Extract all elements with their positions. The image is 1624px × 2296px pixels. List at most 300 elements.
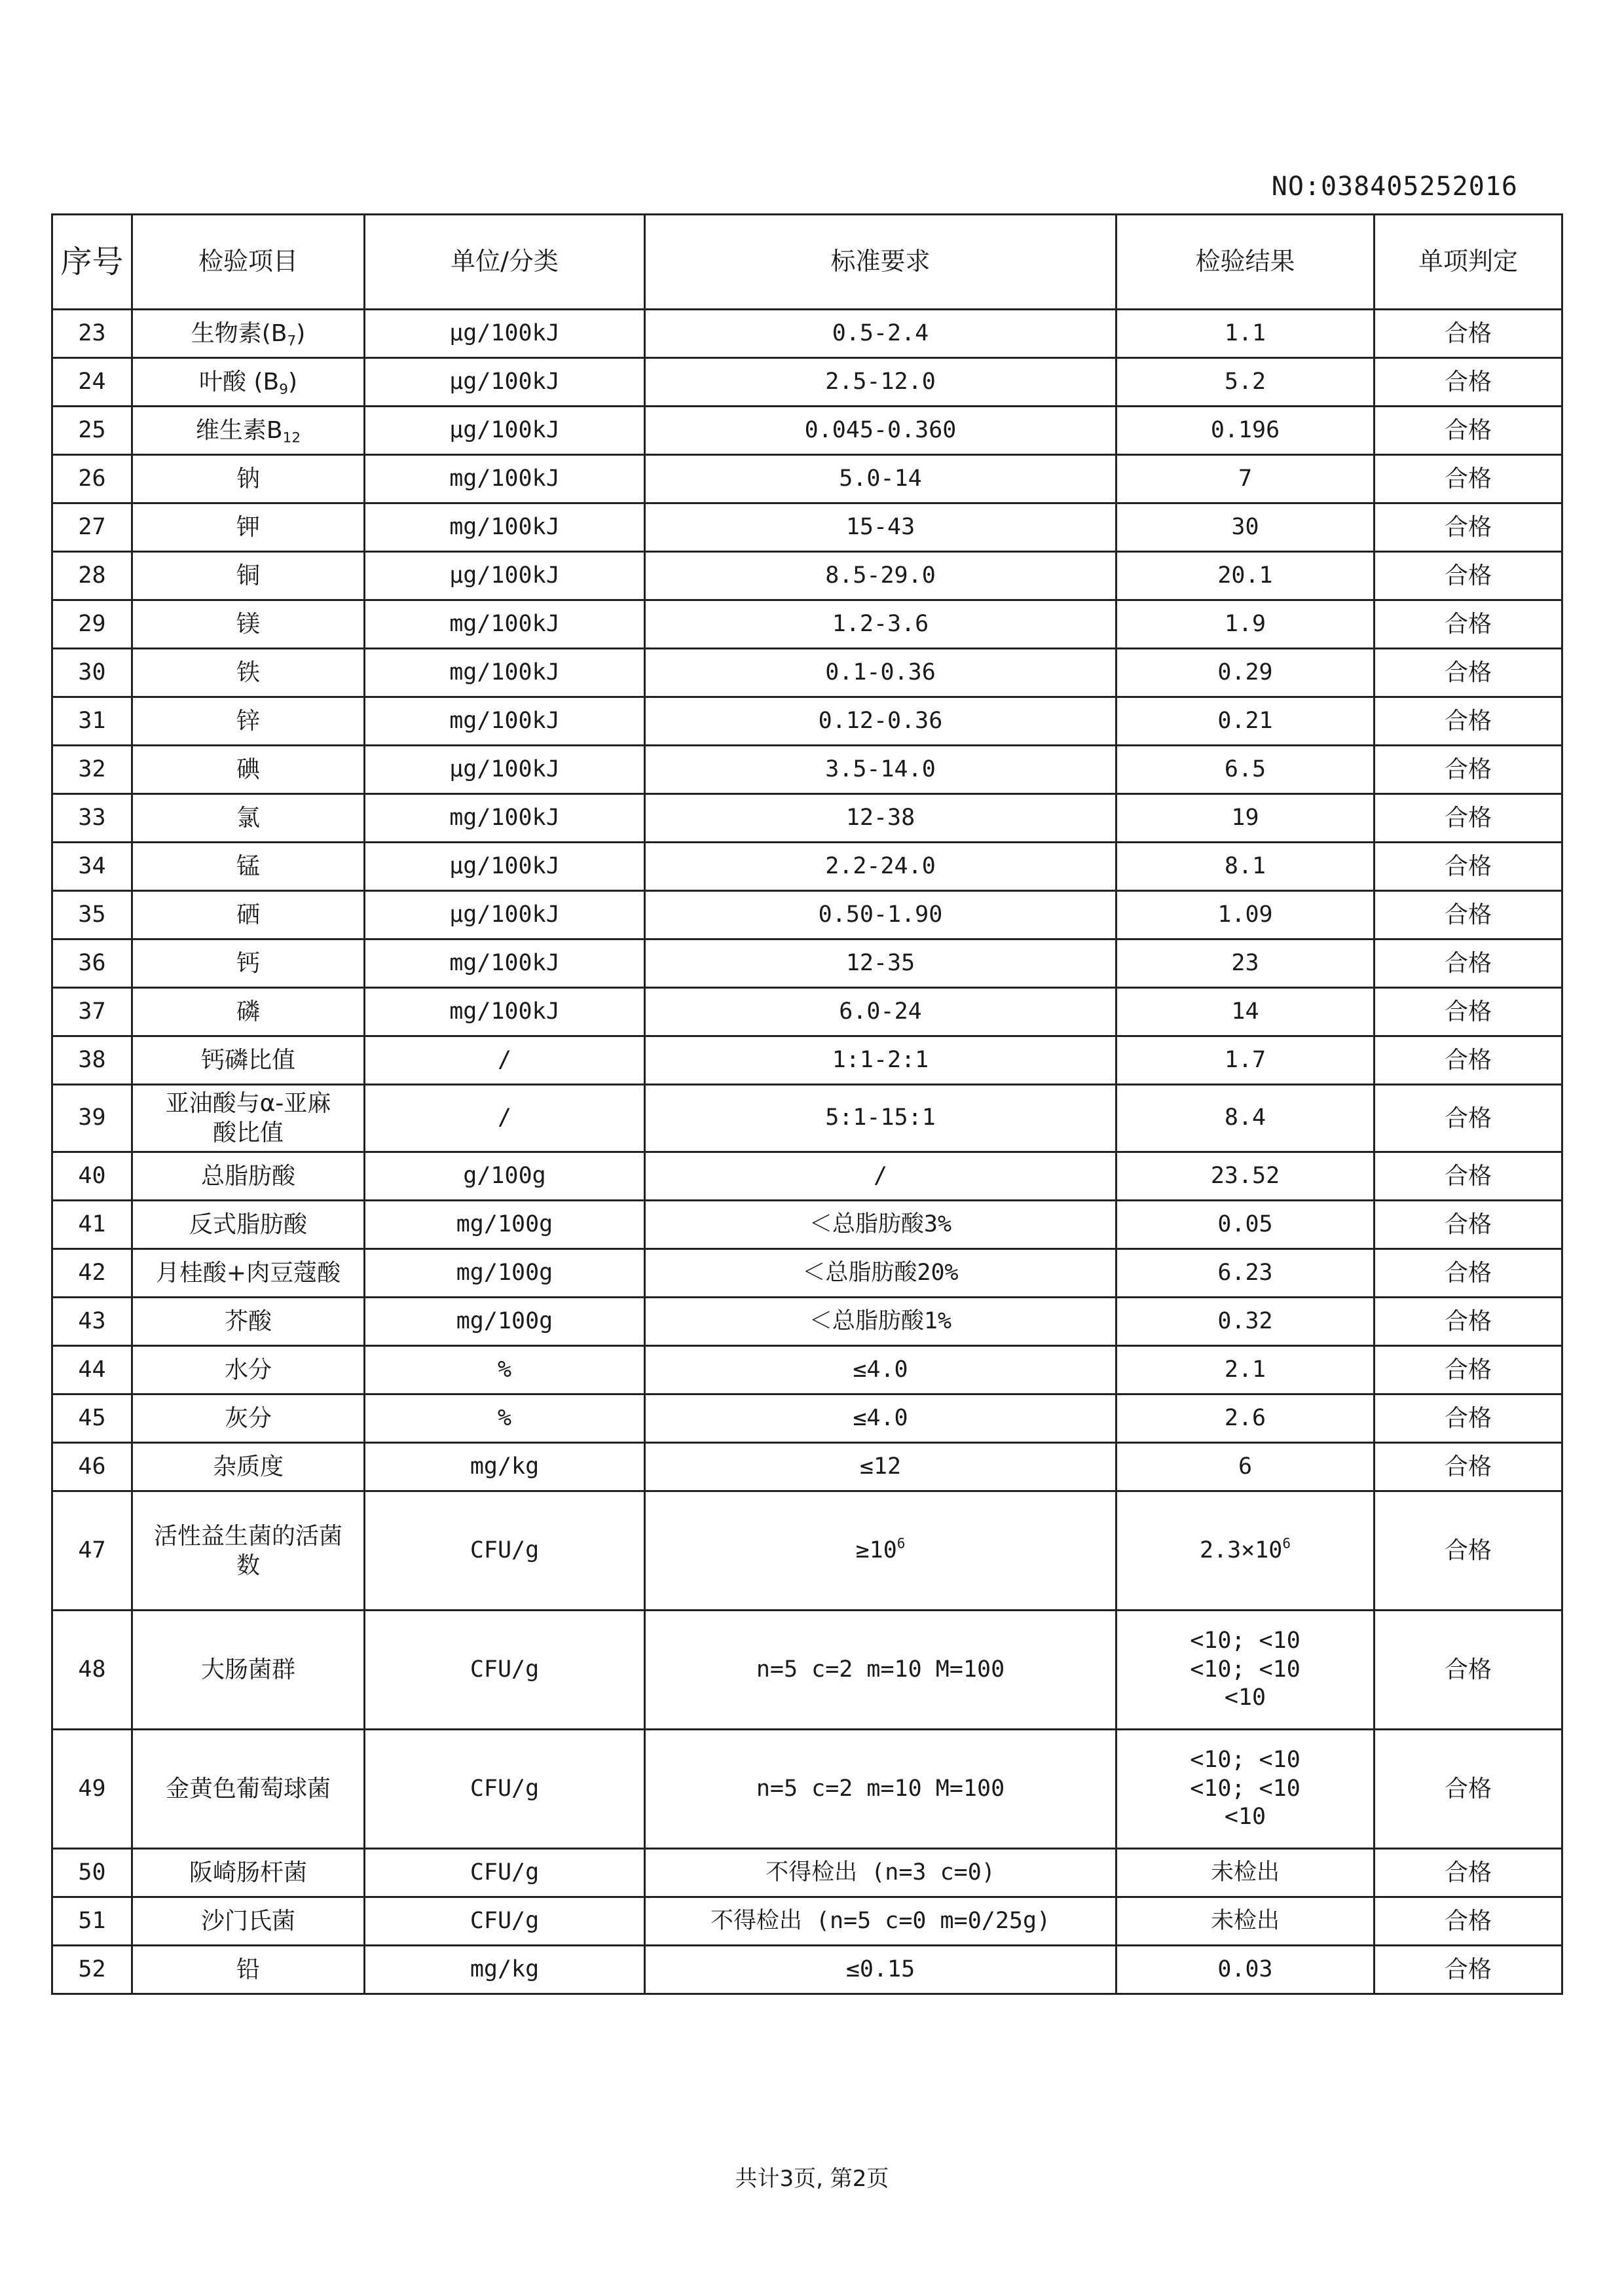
row-result-text: 8.4 [1224, 1104, 1266, 1131]
row-seq [52, 310, 132, 358]
row-result [1116, 1946, 1375, 1994]
row-standard-text: ≥10 [855, 1537, 897, 1563]
row-seq-text: 47 [78, 1537, 106, 1563]
row-unit-text: / [497, 1046, 512, 1073]
row-result-text: 0.32 [1217, 1307, 1273, 1334]
row-standard-text: 0.1-0.36 [825, 659, 936, 685]
row-standard-text: / [873, 1162, 888, 1189]
row-item [132, 746, 365, 794]
row-result [1116, 1298, 1375, 1346]
row-result-text: 0.21 [1217, 707, 1273, 734]
row-seq-text: 52 [78, 1956, 106, 1982]
row-seq-text: 25 [78, 416, 106, 443]
table-row [52, 600, 1562, 649]
row-standard [645, 1730, 1116, 1849]
row-seq-text: 36 [78, 949, 106, 976]
row-unit [365, 1491, 645, 1611]
row-unit [365, 746, 645, 794]
table-row [52, 552, 1562, 600]
row-seq [52, 1897, 132, 1946]
row-standard-text: 2.2-24.0 [825, 852, 936, 879]
row-seq-text: 28 [78, 562, 106, 589]
row-standard [645, 1443, 1116, 1491]
table-row [52, 843, 1562, 891]
row-result [1116, 1085, 1375, 1152]
row-result-text: 23.52 [1210, 1162, 1280, 1189]
row-verdict [1375, 1946, 1562, 1994]
row-item [132, 843, 365, 891]
row-seq [52, 891, 132, 939]
row-item [132, 1491, 365, 1611]
row-unit [365, 1394, 645, 1443]
row-item-text: 反式脂肪酸 [189, 1211, 307, 1238]
row-unit [365, 1946, 645, 1994]
row-standard-text: 0.5-2.4 [832, 319, 929, 346]
row-result [1116, 649, 1375, 697]
row-item-text: 锌 [236, 708, 260, 735]
row-seq-text: 49 [78, 1775, 106, 1802]
row-standard [645, 1849, 1116, 1897]
row-seq-text: 26 [78, 465, 106, 492]
row-unit [365, 697, 645, 746]
row-result [1116, 843, 1375, 891]
row-result-text: 1.1 [1224, 319, 1266, 346]
row-standard-text: 0.50-1.90 [818, 901, 943, 928]
row-result [1116, 697, 1375, 746]
row-result [1116, 939, 1375, 988]
row-unit-text: μg/100kJ [449, 852, 560, 879]
row-unit-text: mg/100g [456, 1259, 553, 1286]
row-item [132, 1443, 365, 1491]
row-result [1116, 794, 1375, 843]
row-result [1116, 891, 1375, 939]
row-seq-text: 34 [78, 852, 106, 879]
row-result-text: 2.6 [1224, 1404, 1266, 1431]
row-item-tail: ) [296, 320, 306, 347]
row-result-text: 0.05 [1217, 1211, 1273, 1237]
row-unit-text: mg/kg [470, 1453, 540, 1480]
row-item-text: 铅 [236, 1956, 260, 1983]
row-verdict [1375, 1152, 1562, 1201]
row-seq [52, 1298, 132, 1346]
row-item-text: 钾 [236, 514, 260, 541]
row-item [132, 310, 365, 358]
row-standard [645, 503, 1116, 552]
row-seq-text: 42 [78, 1259, 106, 1286]
row-unit-text: % [497, 1404, 512, 1431]
row-seq-text: 23 [78, 319, 106, 346]
row-unit-text: CFU/g [470, 1656, 540, 1683]
row-result-text: 0.29 [1217, 659, 1273, 685]
row-item-text: 硒 [236, 902, 260, 928]
row-item-subscript: 12 [282, 429, 301, 446]
table-row [52, 1346, 1562, 1394]
row-result [1116, 1443, 1375, 1491]
row-item [132, 1298, 365, 1346]
row-unit [365, 1085, 645, 1152]
row-unit-text: mg/100kJ [449, 998, 560, 1025]
row-unit [365, 988, 645, 1036]
row-standard [645, 891, 1116, 939]
row-standard [645, 794, 1116, 843]
row-unit [365, 1249, 645, 1298]
row-result-text: 19 [1231, 804, 1259, 831]
table-body [52, 310, 1562, 1994]
row-unit [365, 843, 645, 891]
row-standard-text: 不得检出 (n=5 c=0 m=0/25g) [710, 1907, 1051, 1934]
row-result-text: 2.3×10 [1199, 1537, 1283, 1563]
row-item-text: 铁 [236, 659, 260, 686]
table-row [52, 1249, 1562, 1298]
row-seq-text: 31 [78, 707, 106, 734]
row-item-text: 月桂酸+肉豆蔻酸 [155, 1260, 341, 1286]
row-verdict-text: 合格 [1444, 1453, 1492, 1480]
row-result [1116, 1849, 1375, 1897]
row-standard [645, 600, 1116, 649]
row-item-text: 金黄色葡萄球菌 [165, 1776, 331, 1802]
row-item [132, 988, 365, 1036]
row-verdict [1375, 939, 1562, 988]
row-verdict [1375, 358, 1562, 407]
row-verdict-text: 合格 [1444, 998, 1492, 1025]
row-seq [52, 407, 132, 455]
row-standard [645, 1346, 1116, 1394]
row-unit [365, 1201, 645, 1249]
row-item [132, 939, 365, 988]
row-item [132, 1730, 365, 1849]
row-seq [52, 746, 132, 794]
row-seq [52, 1946, 132, 1994]
header-item: 检验项目 [132, 215, 365, 310]
row-item [132, 1036, 365, 1085]
row-item [132, 1152, 365, 1201]
row-unit-text: g/100g [463, 1162, 546, 1189]
row-item [132, 697, 365, 746]
table-row [52, 891, 1562, 939]
row-verdict [1375, 746, 1562, 794]
row-verdict-text: 合格 [1444, 369, 1492, 395]
row-item [132, 1346, 365, 1394]
row-seq-text: 51 [78, 1907, 106, 1934]
row-item [132, 649, 365, 697]
row-verdict-text: 合格 [1444, 902, 1492, 928]
row-result-text: 0.196 [1210, 416, 1280, 443]
row-unit [365, 503, 645, 552]
row-seq-text: 38 [78, 1046, 106, 1073]
row-unit-text: μg/100kJ [449, 901, 560, 928]
row-result-text: 1.09 [1217, 901, 1273, 928]
row-verdict-text: 合格 [1444, 465, 1492, 492]
row-verdict [1375, 1346, 1562, 1394]
row-verdict-text: 合格 [1444, 1405, 1492, 1432]
row-result-text: 0.03 [1217, 1956, 1273, 1982]
row-result-text: 30 [1231, 513, 1259, 540]
row-verdict [1375, 455, 1562, 503]
row-standard-text: ＜总脂肪酸1% [809, 1307, 952, 1334]
row-seq [52, 1346, 132, 1394]
row-seq [52, 1849, 132, 1897]
row-standard [645, 746, 1116, 794]
row-unit [365, 1443, 645, 1491]
row-item-text: 杂质度 [212, 1453, 284, 1480]
row-seq-text: 24 [78, 368, 106, 395]
row-result-text: 14 [1231, 998, 1259, 1025]
row-unit-text: mg/100kJ [449, 707, 560, 734]
row-verdict [1375, 1491, 1562, 1611]
row-seq-text: 32 [78, 756, 106, 782]
row-verdict [1375, 697, 1562, 746]
row-unit [365, 649, 645, 697]
row-seq-text: 33 [78, 804, 106, 831]
row-seq [52, 1394, 132, 1443]
row-verdict [1375, 552, 1562, 600]
row-item [132, 407, 365, 455]
table-row [52, 310, 1562, 358]
row-unit-text: μg/100kJ [449, 756, 560, 782]
row-verdict-text: 合格 [1444, 659, 1492, 686]
row-standard [645, 552, 1116, 600]
table-row [52, 649, 1562, 697]
row-unit-text: μg/100kJ [449, 562, 560, 589]
table-row [52, 1298, 1562, 1346]
row-verdict-text: 合格 [1444, 1537, 1492, 1564]
row-item [132, 600, 365, 649]
row-item-text: 锰 [236, 853, 260, 880]
row-verdict-text: 合格 [1444, 805, 1492, 831]
row-unit-text: μg/100kJ [449, 319, 560, 346]
row-seq [52, 988, 132, 1036]
row-unit [365, 1298, 645, 1346]
row-item [132, 503, 365, 552]
table-row [52, 1730, 1562, 1849]
row-seq [52, 552, 132, 600]
row-standard [645, 1611, 1116, 1730]
row-result-text: 1.9 [1224, 610, 1266, 637]
header-standard: 标准要求 [645, 215, 1116, 310]
row-standard [645, 988, 1116, 1036]
row-standard [645, 407, 1116, 455]
row-unit [365, 1897, 645, 1946]
row-seq [52, 1443, 132, 1491]
row-item-text: 灰分 [224, 1405, 272, 1432]
row-seq [52, 794, 132, 843]
row-standard [645, 1249, 1116, 1298]
row-seq [52, 1730, 132, 1849]
row-item [132, 1849, 365, 1897]
row-result [1116, 1897, 1375, 1946]
row-unit-text: CFU/g [470, 1775, 540, 1802]
row-verdict [1375, 1730, 1562, 1849]
row-seq [52, 697, 132, 746]
table-row [52, 1394, 1562, 1443]
row-result-text: 未检出 [1210, 1859, 1280, 1886]
row-standard-text: ＜总脂肪酸20% [802, 1259, 959, 1286]
row-standard-text: 0.045-0.360 [804, 416, 957, 443]
row-verdict-text: 合格 [1444, 1163, 1492, 1190]
row-unit-text: mg/100kJ [449, 804, 560, 831]
row-seq [52, 600, 132, 649]
row-unit-text: CFU/g [470, 1859, 540, 1886]
row-standard-text: 5:1-15:1 [825, 1104, 936, 1131]
row-verdict-text: 合格 [1444, 562, 1492, 589]
row-verdict-text: 合格 [1444, 853, 1492, 880]
row-result-text: 23 [1231, 949, 1259, 976]
row-item [132, 794, 365, 843]
row-standard [645, 1946, 1116, 1994]
row-seq [52, 1036, 132, 1085]
row-verdict-text: 合格 [1444, 708, 1492, 735]
row-standard-text: 12-35 [845, 949, 915, 976]
row-standard [645, 1394, 1116, 1443]
row-standard-text: 5.0-14 [839, 465, 922, 492]
row-result [1116, 358, 1375, 407]
row-verdict [1375, 1036, 1562, 1085]
table-row [52, 1611, 1562, 1730]
row-unit-text: mg/100kJ [449, 949, 560, 976]
table-row [52, 503, 1562, 552]
row-seq-text: 29 [78, 610, 106, 637]
table-row [52, 455, 1562, 503]
row-result [1116, 1491, 1375, 1611]
table-row [52, 1897, 1562, 1946]
row-standard-text: 0.12-0.36 [818, 707, 943, 734]
row-standard [645, 843, 1116, 891]
row-standard-text: ≤4.0 [853, 1404, 908, 1431]
row-standard-text: 1:1-2:1 [832, 1046, 929, 1073]
row-unit [365, 1611, 645, 1730]
row-item-text: 总脂肪酸 [200, 1163, 295, 1190]
row-unit-text: mg/100kJ [449, 610, 560, 637]
row-item-text: 钠 [236, 465, 260, 492]
row-standard [645, 939, 1116, 988]
row-item [132, 1249, 365, 1298]
table-row [52, 697, 1562, 746]
row-verdict-text: 合格 [1444, 514, 1492, 541]
row-unit [365, 358, 645, 407]
row-standard [645, 1085, 1116, 1152]
row-result-text: <10; <10 <10; <10 <10 [1190, 1627, 1301, 1711]
row-unit [365, 1730, 645, 1849]
row-result [1116, 1249, 1375, 1298]
row-result [1116, 1394, 1375, 1443]
row-item-subscript: 7 [287, 333, 297, 350]
row-item [132, 891, 365, 939]
row-item-text: 碘 [236, 756, 260, 783]
row-standard-text: ＜总脂肪酸3% [809, 1211, 952, 1237]
row-item-text: 镁 [236, 611, 260, 638]
row-item-text: 芥酸 [224, 1308, 272, 1335]
row-seq-text: 50 [78, 1859, 106, 1886]
row-unit [365, 407, 645, 455]
row-verdict [1375, 1394, 1562, 1443]
row-unit [365, 455, 645, 503]
row-item [132, 552, 365, 600]
row-item-subscript: 9 [279, 381, 288, 398]
row-seq-text: 46 [78, 1453, 106, 1480]
row-item [132, 1201, 365, 1249]
row-standard-text: ≤12 [859, 1453, 902, 1480]
row-standard [645, 1201, 1116, 1249]
table-header-row [52, 215, 1562, 310]
row-unit-text: mg/100kJ [449, 513, 560, 540]
row-unit [365, 310, 645, 358]
row-seq-text: 41 [78, 1211, 106, 1237]
row-unit-text: CFU/g [470, 1537, 540, 1563]
row-standard-text: 15-43 [845, 513, 915, 540]
row-result [1116, 503, 1375, 552]
row-item-text: 大肠菌群 [200, 1656, 295, 1683]
row-seq [52, 939, 132, 988]
row-verdict-text: 合格 [1444, 1260, 1492, 1286]
row-result [1116, 310, 1375, 358]
row-result-text: 7 [1238, 465, 1253, 492]
row-seq [52, 503, 132, 552]
table-row [52, 1201, 1562, 1249]
table-row [52, 794, 1562, 843]
table-row [52, 1849, 1562, 1897]
row-standard-exponent: 6 [896, 1535, 906, 1551]
row-unit-text: mg/kg [470, 1956, 540, 1982]
row-standard-text: n=5 c=2 m=10 M=100 [756, 1775, 1005, 1802]
row-unit [365, 891, 645, 939]
row-unit-text: % [497, 1356, 512, 1383]
table-row [52, 1491, 1562, 1611]
row-item-text: 阪崎肠杆菌 [189, 1859, 307, 1886]
row-item [132, 455, 365, 503]
row-standard [645, 649, 1116, 697]
row-verdict [1375, 1443, 1562, 1491]
row-verdict [1375, 1611, 1562, 1730]
row-standard-text: 2.5-12.0 [825, 368, 936, 395]
row-verdict-text: 合格 [1444, 1211, 1492, 1238]
table-row [52, 1443, 1562, 1491]
row-item [132, 1394, 365, 1443]
report-number: NO:038405252016 [1271, 172, 1518, 202]
row-unit-text: mg/100kJ [449, 465, 560, 492]
row-result [1116, 407, 1375, 455]
inspection-table [51, 213, 1563, 1995]
row-seq-text: 35 [78, 901, 106, 928]
row-result-text: <10; <10 <10; <10 <10 [1190, 1746, 1301, 1831]
row-seq [52, 1152, 132, 1201]
row-verdict-text: 合格 [1444, 417, 1492, 444]
row-result-text: 8.1 [1224, 852, 1266, 879]
row-seq-text: 48 [78, 1656, 106, 1683]
row-unit [365, 1036, 645, 1085]
row-item-text: 沙门氏菌 [200, 1908, 295, 1935]
row-standard [645, 1298, 1116, 1346]
row-standard-text: n=5 c=2 m=10 M=100 [756, 1656, 1005, 1683]
row-result-text: 5.2 [1224, 368, 1266, 395]
table-row [52, 746, 1562, 794]
row-verdict-text: 合格 [1444, 1656, 1492, 1683]
row-item-text: 生物素(B [191, 320, 287, 347]
header-seq: 序号 [52, 215, 132, 310]
row-result-text: 6.23 [1217, 1259, 1273, 1286]
row-verdict-text: 合格 [1444, 611, 1492, 638]
row-seq-text: 39 [78, 1104, 106, 1131]
row-result [1116, 1730, 1375, 1849]
row-verdict [1375, 1298, 1562, 1346]
row-standard-text: ≤0.15 [845, 1956, 915, 1982]
row-verdict [1375, 1249, 1562, 1298]
row-verdict-text: 合格 [1444, 1104, 1492, 1132]
row-item [132, 1946, 365, 1994]
row-verdict [1375, 891, 1562, 939]
row-unit-text: μg/100kJ [449, 368, 560, 395]
row-result-exponent: 6 [1282, 1535, 1291, 1551]
row-unit [365, 794, 645, 843]
